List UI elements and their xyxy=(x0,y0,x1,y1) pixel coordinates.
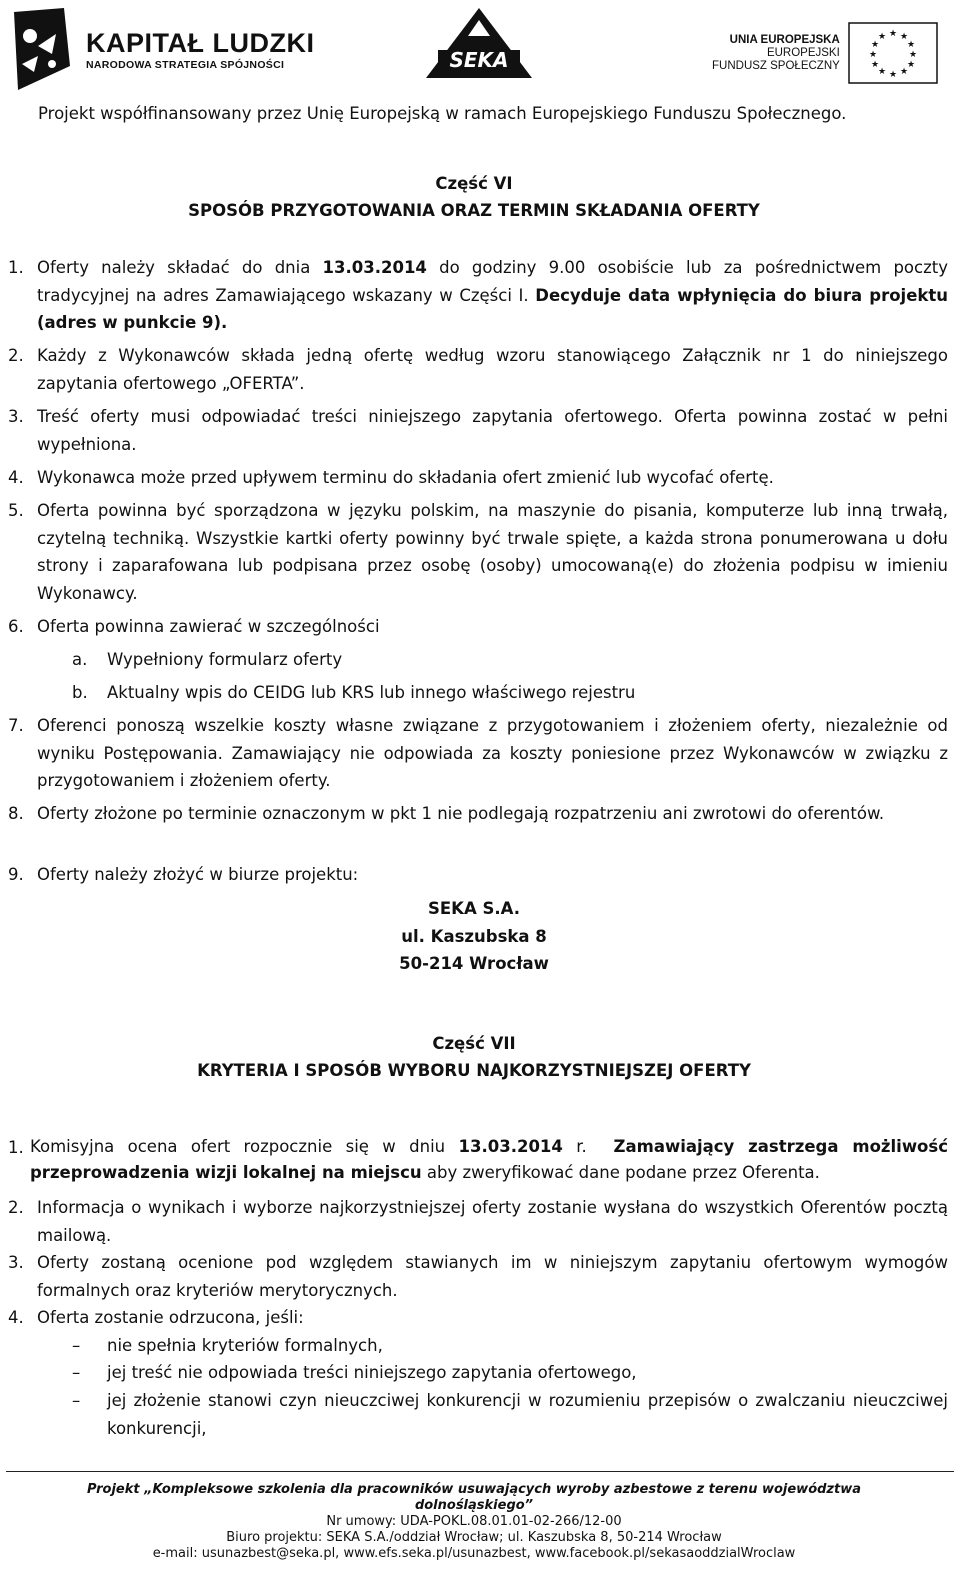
item-number: 5. xyxy=(8,501,24,520)
item-text: Oferta powinna zawierać w szczególności xyxy=(37,617,380,636)
item-number: 6. xyxy=(8,617,24,636)
part6-item-9 xyxy=(0,861,948,889)
svg-text:★: ★ xyxy=(908,50,917,60)
part6-item-3 xyxy=(0,403,948,458)
item-text: Oferta powinna być sporządzona w języku polskim, na maszynie do pisania, komputerze lub inną trwałą, czytelną techniką. Wszystkie kartki oferty powinny być trwale spięte, a każda strona ponumerowana u dołu strony i zaparafowana lub podpisana przez osobę (osoby) umocowaną(e) do złożenia podpisu w imieniu Wykonawcy. xyxy=(37,501,948,603)
item-text: Oferty zostaną ocenione pod względem stawianych im w niniejszym zapytaniu ofertowym wymogów formalnych oraz kryteriów merytorycznych. xyxy=(37,1253,948,1300)
item-text: Wykonawca może przed upływem terminu do składania ofert zmienić lub wycofać ofertę. xyxy=(37,468,774,487)
footer-contract: Nr umowy: UDA-POKL.08.01.01-02-266/12-00 xyxy=(326,1514,622,1529)
seka-pyramid-icon xyxy=(424,6,534,80)
item-text: Oferty należy składać do dnia xyxy=(37,258,323,277)
deadline-date: 13.03.2014 xyxy=(322,258,427,277)
part7-item-3 xyxy=(0,1249,948,1304)
svg-text:★: ★ xyxy=(888,29,897,39)
cofinance-note: Projekt współfinansowany przez Unię Europejską w ramach Europejskiego Funduszu Społecznego. xyxy=(38,104,847,123)
item-text: r. xyxy=(562,1137,614,1156)
item-number: 4. xyxy=(8,468,24,487)
svg-text:★: ★ xyxy=(906,60,915,70)
item-bold-text: Zamawiający zastrzega możliwość przeprowadzenia wizji lokalnej na miejscu xyxy=(30,1137,948,1182)
part6-item-6 xyxy=(0,613,948,641)
part7-item-1 xyxy=(0,1134,948,1186)
address-company: SEKA S.A. xyxy=(428,899,520,918)
footer xyxy=(40,1482,908,1562)
item-text: jej treść nie odpowiada treści niniejszego zapytania ofertowego, xyxy=(107,1363,637,1382)
item-number: 1. xyxy=(8,1138,24,1157)
svg-text:★: ★ xyxy=(868,50,877,60)
svg-text:★: ★ xyxy=(870,60,879,70)
footer-contact: e-mail: usunazbest@seka.pl, www.efs.seka.pl/usunazbest, www.facebook.pl/sekasaoddzialWroclaw xyxy=(152,1546,796,1561)
eu-line1: UNIA EUROPEJSKA xyxy=(729,33,840,46)
part6-item-7 xyxy=(0,712,948,795)
item-text: Treść oferty musi odpowiadać treści niniejszego zapytania ofertowego. Oferta powinna zostać w pełni wypełniona. xyxy=(37,407,948,454)
item-number: 9. xyxy=(8,865,24,884)
item-text: Komisyjna ocena ofert rozpocznie się w dniu xyxy=(30,1137,459,1156)
reject-dash-2 xyxy=(0,1359,948,1387)
svg-text:★: ★ xyxy=(888,70,897,80)
part6-item-4 xyxy=(0,464,948,492)
item-number: 2. xyxy=(8,346,24,365)
part6-item-5 xyxy=(0,497,948,607)
item-bold-text: Decyduje data wpłynięcia do biura projektu (adres w punkcie 9). xyxy=(37,285,948,332)
svg-text:★: ★ xyxy=(877,32,886,42)
item-number: 1. xyxy=(8,258,24,277)
item-number: 2. xyxy=(8,1198,24,1217)
dash-bullet: – xyxy=(72,1336,81,1355)
reject-dash-3 xyxy=(0,1387,948,1442)
item-text: Informacja o wynikach i wyborze najkorzystniejszej oferty zostanie wysłana do wszystkich Oferentów pocztą mailową. xyxy=(37,1198,948,1245)
dash-bullet: – xyxy=(72,1391,81,1410)
seka-logo xyxy=(424,6,534,84)
item-text: Wypełniony formularz oferty xyxy=(107,650,343,669)
part6-item-6b xyxy=(0,679,948,707)
item-text: Aktualny wpis do CEIDG lub KRS lub innego właściwego rejestru xyxy=(107,683,636,702)
item-text: do godziny 9.00 osobiście lub za pośrednictwem poczty tradycyjnej na adres Zamawiającego wskazany w Części I. xyxy=(37,258,948,305)
item-letter: b. xyxy=(72,683,88,702)
part6-item-6a xyxy=(0,646,948,674)
eu-line2: EUROPEJSKI xyxy=(766,46,840,59)
part7-item-4 xyxy=(0,1304,948,1332)
part6-heading: Część VI xyxy=(435,174,513,193)
evaluation-date: 13.03.2014 xyxy=(458,1137,563,1156)
part6-item-1 xyxy=(0,254,948,337)
item-number: 3. xyxy=(8,407,24,426)
item-letter: a. xyxy=(72,650,88,669)
kapital-ludzki-logo xyxy=(8,6,314,92)
office-address xyxy=(0,895,948,978)
reject-dash-1 xyxy=(0,1332,948,1360)
kapital-subtitle: NARODOWA STRATEGIA SPÓJNOŚCI xyxy=(86,58,285,71)
footer-divider xyxy=(6,1471,954,1472)
footer-project-title: Projekt „Kompleksowe szkolenia dla pracowników usuwających wyroby azbestowe z terenu województwa dolnośląskiego” xyxy=(86,1482,861,1513)
item-number: 8. xyxy=(8,804,24,823)
kapital-title: KAPITAŁ LUDZKI xyxy=(86,27,315,58)
svg-text:★: ★ xyxy=(899,32,908,42)
item-number: 3. xyxy=(8,1253,24,1272)
item-text: Oferta zostanie odrzucona, jeśli: xyxy=(37,1308,304,1327)
svg-text:★: ★ xyxy=(906,40,915,50)
seka-logo-text: SEKA xyxy=(449,48,509,72)
eu-line3: FUNDUSZ SPOŁECZNY xyxy=(712,59,840,72)
eu-flag-icon xyxy=(848,22,938,84)
address-city: 50-214 Wrocław xyxy=(399,954,549,973)
item-number: 4. xyxy=(8,1308,24,1327)
part6-item-2 xyxy=(0,342,948,397)
eu-logo xyxy=(712,22,938,84)
item-text: nie spełnia kryteriów formalnych, xyxy=(107,1336,383,1355)
item-text: Każdy z Wykonawców składa jedną ofertę według wzoru stanowiącego Załącznik nr 1 do niniejszego zapytania ofertowego „OFERTA”. xyxy=(37,346,948,393)
address-street: ul. Kaszubska 8 xyxy=(401,926,547,946)
part6-item-8 xyxy=(0,800,948,828)
item-number: 7. xyxy=(8,716,24,735)
item-text: jej złożenie stanowi czyn nieuczciwej konkurencji w rozumieniu przepisów o zwalczaniu nieuczciwej konkurencji, xyxy=(107,1391,948,1438)
svg-text:★: ★ xyxy=(877,67,886,77)
item-text: Oferenci ponoszą wszelkie koszty własne związane z przygotowaniem i złożeniem oferty, niezależnie od wyniku Postępowania. Zamawiający nie odpowiada za koszty poniesione przez Wykonawców w związku z przygotowaniem i złożeniem oferty. xyxy=(37,716,948,790)
part7-title: KRYTERIA I SPOSÓB WYBORU NAJKORZYSTNIEJSZEJ OFERTY xyxy=(197,1061,751,1080)
part7-heading: Część VII xyxy=(432,1034,516,1053)
footer-office: Biuro projektu: SEKA S.A./oddział Wrocław; ul. Kaszubska 8, 50-214 Wrocław xyxy=(226,1530,722,1545)
svg-text:★: ★ xyxy=(870,40,879,50)
kapital-ludzki-emblem-icon xyxy=(8,6,76,92)
svg-text:★: ★ xyxy=(899,67,908,77)
dash-bullet: – xyxy=(72,1363,81,1382)
item-text: Oferty należy złożyć w biurze projektu: xyxy=(37,865,359,884)
part7-item-2 xyxy=(0,1194,948,1249)
item-text: aby zweryfikować dane podane przez Oferenta. xyxy=(421,1163,820,1182)
part6-title: SPOSÓB PRZYGOTOWANIA ORAZ TERMIN SKŁADANIA OFERTY xyxy=(188,201,760,220)
item-text: Oferty złożone po terminie oznaczonym w pkt 1 nie podlegają rozpatrzeniu ani zwrotowi do oferentów. xyxy=(37,804,885,823)
